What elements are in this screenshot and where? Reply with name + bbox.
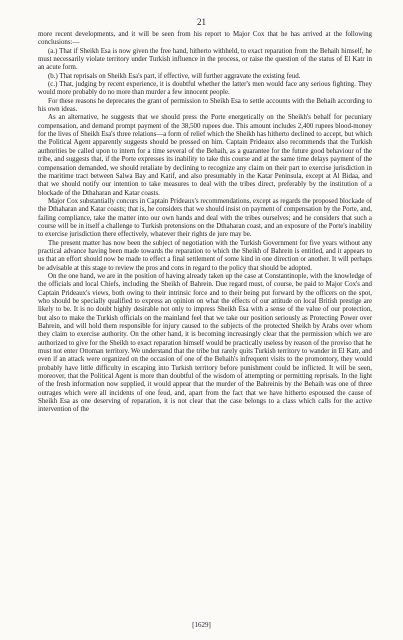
paragraph-major-cox: Major Cox substantially concurs in Captain Prideaux's recommendations, except as regards the proposed blockade of the Dthaharan and Katar coasts; that is, he considers that we should insist on payment of compensation by the Porte, and, failing compliance, take the matter into our own hands and deal with the tribes ourselves; and he considers that such a course will be in itself a challenge to Turkish pretensions on the Dthaharan coast, and an exposure of the Porte's inability to exercise jurisdiction there effectively, whatever their rights de jure may be. xyxy=(38,197,372,239)
conclusion-b: (b.) That reprisals on Sheikh Esa's part, if effective, will further aggravate the existing feud. xyxy=(48,72,301,80)
paragraph-reasons: For these reasons he deprecates the grant of permission to Sheikh Esa to settle accounts with the Behaih according to his own ideas. xyxy=(38,97,372,114)
body-text xyxy=(38,31,372,415)
conclusion-c: (c.) That, judging by recent experience, it is doubtful whether the latter's men would face any serious fighting. They would more probably do no more than murder a few innocent people. xyxy=(38,81,372,97)
conclusion-a: (a.) That if Sheikh Esa is now given the free hand, hitherto withheld, to exact reparation from the Behaih himself, he must necessarily violate territory under Turkish influence in the process, or raise the question of the status of El Katr in an acute form. xyxy=(38,47,372,72)
paragraph-alternative: As an alternative, he suggests that we should press the Porte energetically on the Sheikh's behalf for pecuniary compensation, and demand prompt payment of the 38,500 rupees due. This amount includes 2,400 rupees blood-money for the lives of Sheikh Esa's three relations—a form of relief which the Sheikh has hitherto declined to accept, but which the Political Agent apparently suggests should be pressed on him. Captain Prideaux also recommends that the Turkish authorities be called upon to intern for a time several of the Behaih, as a guarantee for the future good behaviour of the tribe, and suggests that, if the Porte expresses its inability to take this course and at the same time delays payment of the compensation demanded, we should retaliate by declining to recognize any claim on their part to exercise jurisdiction in the maritime tract between Salwa Bay and Katif, and also presumably in the Katar Peninsula, except at Al Bidaa, and that we should notify our intention to take measures to deal with the tribes direct, preferably by the institution of a blockade of the Dthaharan and Katar coasts. xyxy=(38,114,372,197)
paragraph-present-matter: The present matter has now been the subject of negotiation with the Turkish Government for five years without any practical advance having been made towards the reparation to which the Sheikh of Bahrein is entitled, and it appears to us that an effort should now be made to effect a final settlement of some kind in one direction or another. It will perhaps be advisable at this stage to review the pros and cons in regard to the policy that should be adopted. xyxy=(38,239,372,272)
paragraph-continuation: more recent developments, and it will be seen from his report to Major Cox that he has arrived at the following conclusions:— xyxy=(38,31,372,47)
page-number: 21 xyxy=(197,17,206,27)
footer-code: [1629] xyxy=(192,621,211,629)
paragraph-one-hand: On the one hand, we are in the position of having already taken up the case at Constantinople, with the knowledge of the officials and local Chiefs, including the Sheikh of Bahrein. Due regard must, of course, be paid to Major Cox's and Captain Prideaux's views, both owing to their intrinsic force and to their being put forward by the officers on the spot, who should be specially qualified to express an opinion on what the effects of our attitude on local British prestige are likely to be. It is no doubt highly desirable not only to impress Sheikh Esa with a sense of the value of our protection, but also to make the Turkish officials on the mainland feel that we take our position seriously as Protecting Power over Bahrein, and will hold them responsible for injury caused to the subjects of the protected Sheikh by Arabs over whom they claim to exercise authority. On the other hand, it is becoming increasingly clear that the permission which we are authorized to give for the Sheikh to exact reparation himself would be practically useless by reason of the proviso that he must not enter Ottoman territory. We understand that the tribe but rarely quits Turkish territory to wander in El Katr, and even if an attack were organized on the occasion of one of the Behaih's infrequent visits to the promontory, they would probably have little difficulty in escaping into Turkish territory before punishment could be inflicted. It will be seen, moreover, that the Political Agent is more than doubtful of the wisdom of attempting or permitting reprisals. In the light of the fresh information now supplied, it would appear that the murder of the Bahreinis by the Behaih was one of three outrages which were all incidents of one feud, and, apart from the fact that we have hitherto espoused the cause of Sheikh Esa as one deserving of reparation, it is not clear that the case belongs to a class which calls for the active intervention of the xyxy=(38,272,372,414)
